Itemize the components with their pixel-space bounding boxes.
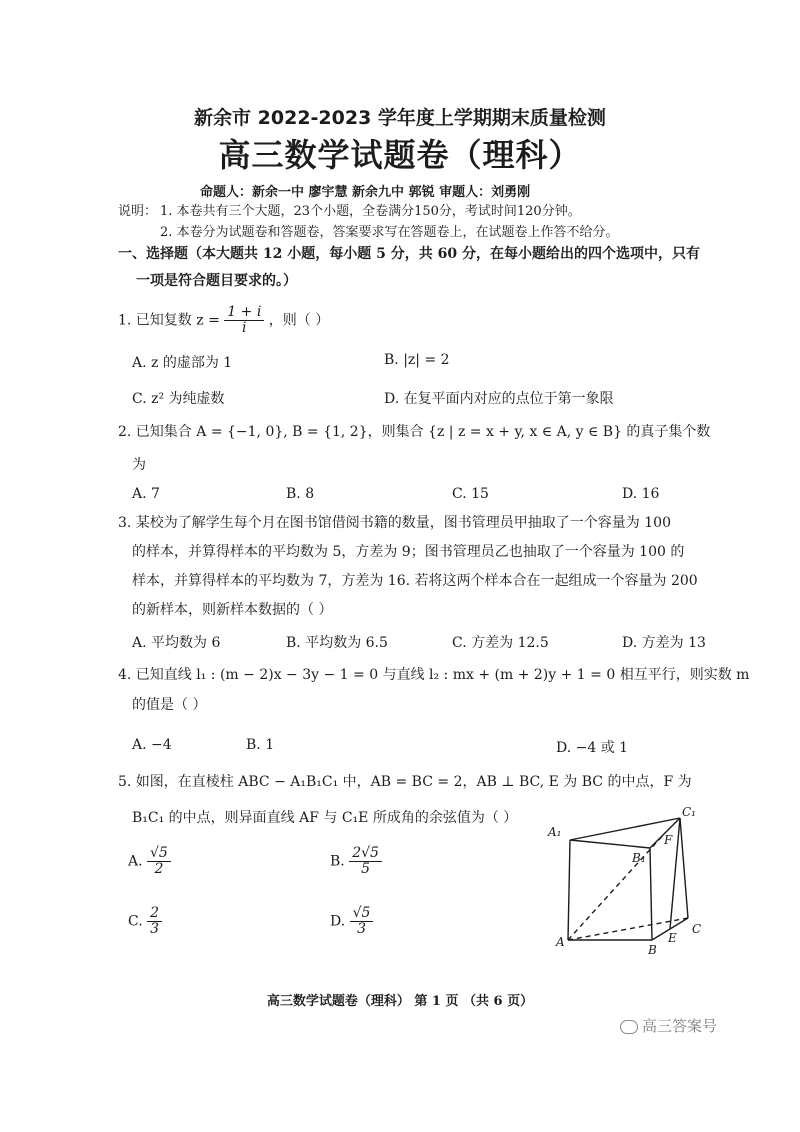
q3-option-d: D. 方差为 13 <box>622 635 706 651</box>
q2-option-a: A. 7 <box>132 486 160 502</box>
q1-stem-suffix: ，则（ ） <box>268 312 330 329</box>
q1-stem-prefix: 1. 已知复数 z = <box>118 312 220 329</box>
question-4-stem-cont: 的值是（ ） <box>132 697 207 713</box>
section1-heading-cont: 一项是符合题目要求的。） <box>136 273 297 289</box>
q5-c-den: 3 <box>150 921 160 937</box>
question-5-stem-cont: B₁C₁ 的中点，则异面直线 AF 与 C₁E 所成角的余弦值为（ ） <box>132 810 518 826</box>
authors-line: 命题人：新余一中 廖宇慧 新余九中 郭锐 审题人：刘勇刚 <box>200 185 531 200</box>
question-3-line-2: 的样本，并算得样本的平均数为 5，方差为 9；图书管理员乙也抽取了一个容量为 100 的 <box>132 544 685 560</box>
exam-subtitle: 新余市 2022-2023 学年度上学期期末质量检测 <box>194 107 606 129</box>
q1-option-c: C. z² 为纯虚数 <box>132 391 225 407</box>
q5-a-num: √5 <box>147 846 171 862</box>
q5-option-a <box>128 846 171 877</box>
wechat-icon <box>620 1020 638 1034</box>
label-f: F <box>664 833 673 847</box>
question-3-line-4: 的新样本，则新样本数据的（ ） <box>132 602 333 618</box>
edge-b-b1 <box>650 848 652 940</box>
q1-fraction <box>224 305 264 336</box>
question-1-stem <box>118 305 329 339</box>
q1-frac-num: 1 + i <box>224 305 264 321</box>
question-4-stem: 4. 已知直线 l₁ : (m − 2)x − 3y − 1 = 0 与直线 l₂ : mx + (m + 2)y + 1 = 0 相互平行，则实数 m <box>118 667 750 683</box>
q2-option-b: B. 8 <box>286 486 315 502</box>
q2-option-c: C. 15 <box>452 486 489 502</box>
q5-option-a-label: A. <box>128 853 143 870</box>
q3-option-c: C. 方差为 12.5 <box>452 635 549 651</box>
label-b1: B₁ <box>632 851 646 865</box>
q4-option-b: B. 1 <box>246 737 275 753</box>
label-e: E <box>668 931 677 945</box>
question-3-line-3: 样本，并算得样本的平均数为 7，方差为 16. 若将这两个样本合在一起组成一个容量为 200 <box>132 573 698 589</box>
q5-option-a-value <box>147 846 171 877</box>
section1-heading: 一、选择题（本大题共 12 小题，每小题 5 分，共 60 分，在每小题给出的四个选项中，只有 <box>118 246 700 262</box>
q3-option-b: B. 平均数为 6.5 <box>286 635 388 651</box>
edge-a1-b1 <box>570 840 650 848</box>
edge-a-a1 <box>568 840 570 940</box>
q5-c-num: 2 <box>147 906 162 922</box>
question-2-stem-cont: 为 <box>132 457 146 473</box>
label-c: C <box>692 922 702 936</box>
label-b: B <box>648 943 657 957</box>
q5-b-den: 5 <box>361 861 371 877</box>
label-a: A <box>556 935 565 949</box>
q5-d-den: 3 <box>357 921 367 937</box>
q5-option-b-label: B. <box>330 853 345 870</box>
question-5-stem: 5. 如图，在直棱柱 ABC − A₁B₁C₁ 中，AB = BC = 2，AB ⊥ BC, E 为 BC 的中点，F 为 <box>118 774 692 790</box>
note-1: 1. 本卷共有三个大题，23个小题，全卷满分150分，考试时间120分钟。 <box>160 204 581 219</box>
q1-frac-den: i <box>242 320 247 336</box>
q5-d-num: √5 <box>350 906 374 922</box>
q5-option-d-value <box>350 906 374 937</box>
q5-option-c-label: C. <box>128 913 143 930</box>
q5-b-num: 2√5 <box>349 846 382 862</box>
prism-figure <box>540 800 720 960</box>
q1-option-d: D. 在复平面内对应的点位于第一象限 <box>384 391 614 407</box>
q5-option-c-value <box>147 906 162 937</box>
note-2: 2. 本卷分为试题卷和答题卷，答案要求写在答题卷上，在试题卷上作答不给分。 <box>160 225 619 240</box>
q4-option-a: A. −4 <box>132 737 172 753</box>
exam-title: 高三数学试题卷（理科） <box>218 136 582 174</box>
q5-a-den: 2 <box>154 861 164 877</box>
q5-option-d-label: D. <box>330 913 346 930</box>
question-2-stem: 2. 已知集合 A = {−1, 0}, B = {1, 2}，则集合 {z | z = x + y, x ∈ A, y ∈ B} 的真子集个数 <box>118 424 711 440</box>
q4-option-d: D. −4 或 1 <box>556 740 629 756</box>
label-a1: A₁ <box>548 825 562 839</box>
watermark <box>620 1015 717 1036</box>
q5-option-b-value <box>349 846 382 877</box>
q2-option-d: D. 16 <box>622 486 660 502</box>
q5-option-d <box>330 906 373 937</box>
q5-option-b <box>330 846 382 877</box>
q5-option-c <box>128 906 162 937</box>
question-3-line-1: 3. 某校为了解学生每个月在图书馆借阅书籍的数量，图书管理员甲抽取了一个容量为 100 <box>118 515 671 531</box>
q1-option-b: B. |z| = 2 <box>384 352 450 368</box>
q3-option-a: A. 平均数为 6 <box>132 635 221 651</box>
label-c1: C₁ <box>682 805 696 819</box>
notes-label: 说明： <box>118 204 158 219</box>
page-footer: 高三数学试题卷（理科） 第 1 页 （共 6 页） <box>266 994 534 1009</box>
q1-option-a: A. z 的虚部为 1 <box>132 355 233 371</box>
watermark-text: 高三答案号 <box>642 1017 718 1035</box>
edge-c-c1 <box>680 818 688 918</box>
